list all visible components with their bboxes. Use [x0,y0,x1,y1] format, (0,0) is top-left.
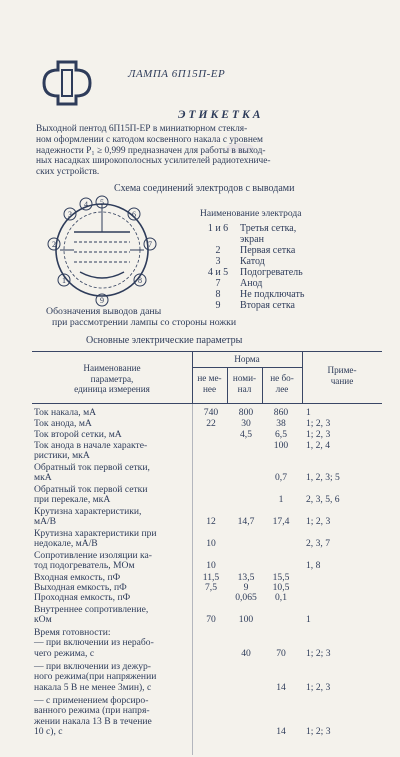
electrode-name: Не подключать [240,289,305,300]
header-line: нее [202,383,217,394]
pin-label: 3 [68,210,72,219]
value-note: 1 [306,407,311,418]
header-line: не бо- [270,373,294,383]
electrode-num: 3 [215,256,221,267]
pin-label: 6 [132,210,136,219]
scheme-title: Схема соединений электродов с выводами [114,183,295,194]
electrode-num: 8 [215,289,221,300]
note-line: при рассмотрении лампы со стороны ножки [52,317,237,328]
param-label: Ток накала, мА [34,407,97,418]
param-label: Сопротивление изоляции ка- тод подогреватель, МОм [34,550,153,572]
value-note: 1, 2, 4 [306,440,330,451]
value-note: 1, 2, 3; 5 [306,472,340,483]
value-max: 0,1 [275,592,287,603]
header-line: единица измерения [74,384,150,394]
param-label: Ток анода в начале характе- ристики, мкА [34,440,148,462]
electrode-name: Подогреватель [240,267,303,278]
electrode-name: Катод [240,256,265,267]
pin-label: 4 [84,200,88,209]
param-label: Внутреннее сопротивление, кОм [34,604,149,626]
value-max: 14 [276,726,286,737]
electrode-name: Вторая сетка [240,300,295,311]
intro-line: Выходной пентод 6П15П-ЕР в миниатюрном стекля- [36,124,248,134]
value-note: 1; 2; 3 [306,648,331,659]
params-title: Основные электрические параметры [86,335,243,346]
intro-paragraph [36,124,384,178]
table-rule [32,403,382,404]
value-min: 11,5 [202,572,220,583]
col-note-header [302,365,382,386]
value-min: 70 [206,614,216,625]
value-max: 10,5 [272,582,290,593]
value-note: 1; 2, 3 [306,516,331,527]
value-note: 1 [306,614,311,625]
value-max: 14 [276,682,286,693]
value-min: 12 [206,516,216,527]
param-label: Входная емкость, пФ [34,572,121,583]
table-rule [192,367,302,368]
value-note: 1; 2; 3 [306,726,331,737]
pin-label: 5 [100,198,104,207]
param-label: Время готовности: — при включении из нерабо- чего режима, с [34,627,154,659]
value-nom: 40 [241,648,251,659]
param-label: Ток анода, мА [34,418,92,429]
value-min: 10 [206,538,216,549]
value-max: 70 [276,648,286,659]
param-label: Проходная емкость, пФ [34,592,131,603]
electrode-num: 2 [215,245,221,256]
intro-line: надежности Р₁ ≥ 0,999 предназначен для работы в выход- [36,145,266,156]
electrode-num: 9 [215,300,221,311]
value-note: 1; 2, 3 [306,429,331,440]
param-label: Ток второй сетки, мА [34,429,122,440]
intro-line: ном оформлении с катодом косвенного накала с уровнем [36,134,263,145]
value-max: 100 [273,440,289,451]
electrode-name: экран [240,234,264,245]
value-max: 1 [278,494,284,505]
electrode-num: 1 и 6 [207,223,229,234]
param-label: — при включении из дежур- ного режима(при напряжении накала 5 В не менее 3мин), с [34,661,157,693]
value-nom: 4,5 [240,429,252,440]
electrode-name: Третья сетка, [240,223,297,234]
electrode-header: Наименование электрода [200,209,302,219]
value-max: 15,5 [272,572,290,583]
electrode-name: Первая сетка [240,245,296,256]
header-line: нал [237,383,252,394]
intro-line: ских устройств. [36,167,100,178]
param-label: Крутизна характеристики при недокале, мА/В [34,528,157,550]
value-nom: 13,5 [237,572,255,583]
header-line: Наименование [83,363,141,373]
electrode-name: Анод [240,278,263,289]
param-label: — с применением форсиро- ванного режима (при напря- жении накала 13 В в течение 10 с), с [34,695,152,738]
electrode-num: 7 [215,278,221,289]
value-min: 22 [206,418,216,429]
pinout-diagram [40,192,180,310]
value-max: 6,5 [275,429,287,440]
emblem-icon [38,58,96,108]
param-label: Обратный ток первой сетки при перекале, мкА [34,484,148,506]
param-label: Обратный ток первой сетки, мкА [34,462,150,484]
value-note: 1, 8 [306,560,321,571]
header-line: лее [275,383,289,394]
value-note: 2, 3, 7 [306,538,330,549]
note-line: Обозначения выводов даны [46,306,162,317]
value-nom: 14,7 [237,516,255,527]
header-line: номи- [232,373,257,383]
value-note: 2, 3, 5, 6 [306,494,340,505]
params-table [32,351,382,755]
col-min-header [192,373,227,394]
value-max: 17,4 [272,516,290,527]
value-note: 1; 2, 3 [306,682,331,693]
col-name-header [32,363,192,395]
header-line: параметра, [90,373,134,384]
value-note: 1; 2, 3 [306,418,331,429]
param-label: Крутизна характеристики, мА/В [34,506,142,528]
pinout-note [46,306,236,328]
lamp-title: ЛАМПА 6П15П-ЕР [128,68,226,80]
value-nom: 100 [238,614,254,625]
pin-label: 8 [138,276,142,285]
value-nom: 800 [238,407,254,418]
value-nom: 30 [241,418,251,429]
table-rule [192,403,193,755]
value-min: 7,5 [205,582,217,593]
header-line: не ме- [197,373,222,383]
pin-label: 2 [52,240,56,249]
pin-label: 9 [100,296,104,305]
value-max: 860 [273,407,289,418]
header-line: Приме- [327,365,357,375]
value-min: 740 [203,407,219,418]
param-label: Выходная емкость, пФ [34,582,127,593]
label-heading: ЭТИКЕТКА [178,109,264,121]
col-nom-header [227,373,262,394]
intro-line: ных насадках широкополосных усилителей радиотехниче- [36,156,271,167]
pin-label: 1 [62,276,66,285]
value-nom: 0,065 [235,592,257,603]
value-nom: 9 [243,582,249,593]
norm-header: Норма [234,354,260,364]
header-line: чание [330,375,354,386]
value-max: 38 [276,418,286,429]
table-rule [32,351,382,352]
electrode-num: 4 и 5 [207,267,229,278]
col-max-header [262,373,302,394]
pin-label: 7 [148,240,152,249]
value-min: 10 [206,560,216,571]
value-max: 0,7 [275,472,287,483]
